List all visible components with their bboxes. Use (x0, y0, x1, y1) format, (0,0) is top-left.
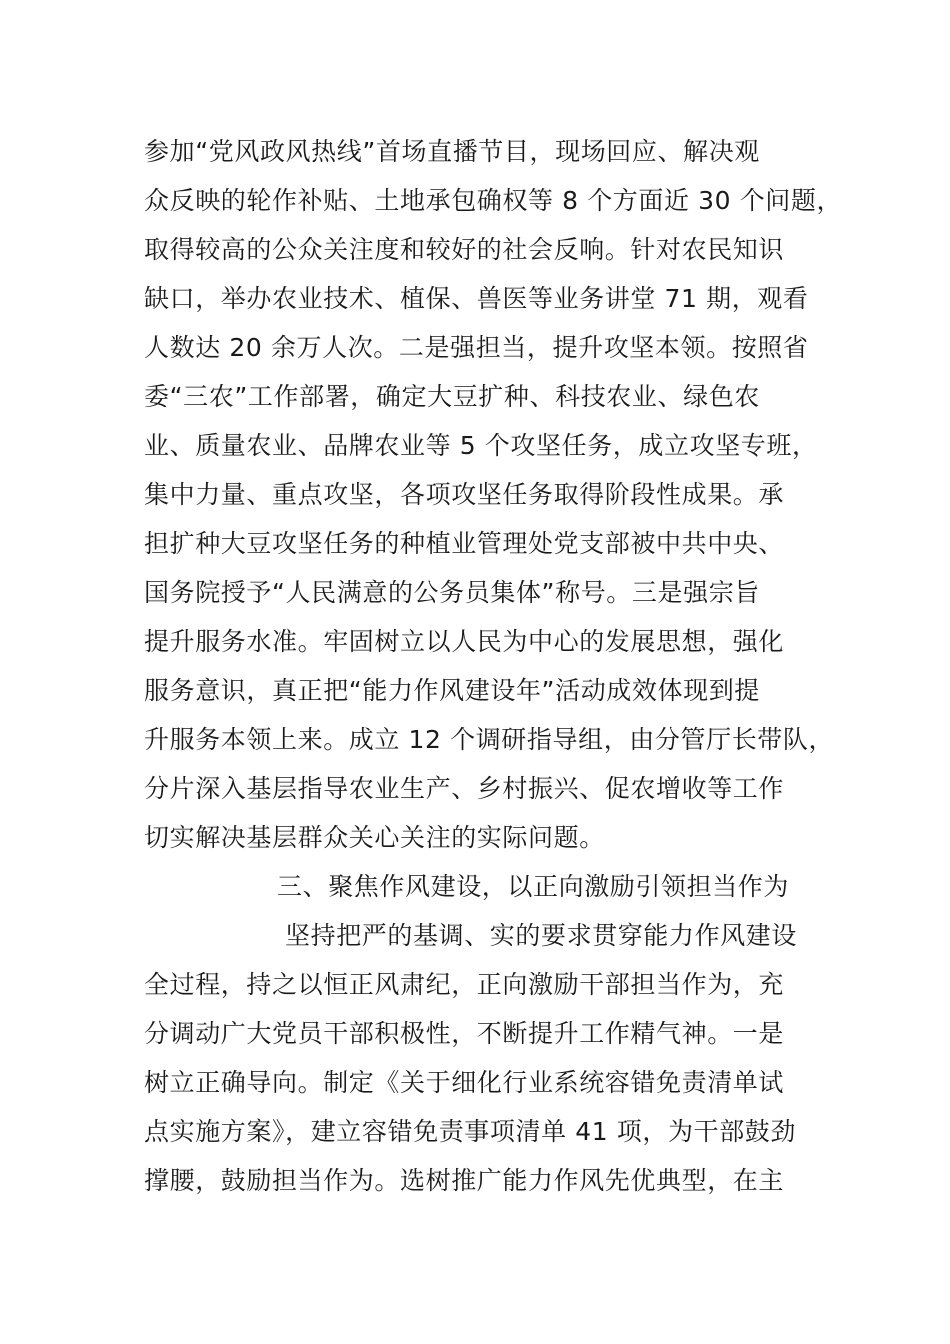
paragraph-1-line-2: 众反映的轮作补贴、土地承包确权等 8 个方面近 30 个问题， (144, 186, 843, 215)
paragraph-1-line-8: 集中力量、重点攻坚，各项攻坚任务取得阶段性成果。承 (144, 480, 785, 509)
paragraph-1-line-11: 提升服务水准。牢固树立以人民为中心的发展思想，强化 (144, 627, 785, 656)
paragraph-1-line-12: 服务意识，真正把“能力作风建设年”活动成效体现到提 (144, 676, 760, 705)
paragraph-1-line-4: 缺口，举办农业技术、植保、兽医等业务讲堂 71 期，观看 (144, 284, 809, 313)
paragraph-1-line-5: 人数达 20 余万人次。二是强担当，提升攻坚本领。按照省 (144, 333, 809, 362)
paragraph-2-line-2: 全过程，持之以恒正风肃纪，正向激励干部担当作为，充 (144, 970, 785, 999)
paragraph-2-line-4: 树立正确导向。制定《关于细化行业系统容错免责清单试 (144, 1068, 785, 1097)
paragraph-1-line-15: 切实解决基层群众关心关注的实际问题。 (144, 823, 605, 852)
section-heading: 三、聚焦作风建设，以正向激励引领担当作为 (277, 872, 790, 901)
paragraph-1-line-10: 国务院授予“人民满意的公务员集体”称号。三是强宗旨 (144, 578, 760, 607)
paragraph-1-line-6: 委“三农”工作部署，确定大豆扩种、科技农业、绿色农 (144, 382, 760, 411)
paragraph-2-line-1: 坚持把严的基调、实的要求贯穿能力作风建设 (285, 921, 798, 950)
paragraph-1-line-7: 业、质量农业、品牌农业等 5 个攻坚任务，成立攻坚专班， (144, 431, 818, 460)
paragraph-1-line-14: 分片深入基层指导农业生产、乡村振兴、促农增收等工作 (144, 774, 785, 803)
paragraph-2-line-3: 分调动广大党员干部积极性，不断提升工作精气神。一是 (144, 1019, 785, 1048)
paragraph-2-line-5: 点实施方案》，建立容错免责事项清单 41 项，为干部鼓劲 (144, 1117, 797, 1146)
paragraph-1-line-1: 参加“党风政风热线”首场直播节目，现场回应、解决观 (144, 137, 760, 166)
paragraph-1-line-13: 升服务本领上来。成立 12 个调研指导组，由分管厅长带队， (144, 725, 835, 754)
paragraph-1-line-9: 担扩种大豆攻坚任务的种植业管理处党支部被中共中央、 (144, 529, 785, 558)
paragraph-2-line-6: 撑腰，鼓励担当作为。选树推广能力作风先优典型，在主 (144, 1166, 785, 1195)
paragraph-1-line-3: 取得较高的公众关注度和较好的社会反响。针对农民知识 (144, 235, 785, 264)
